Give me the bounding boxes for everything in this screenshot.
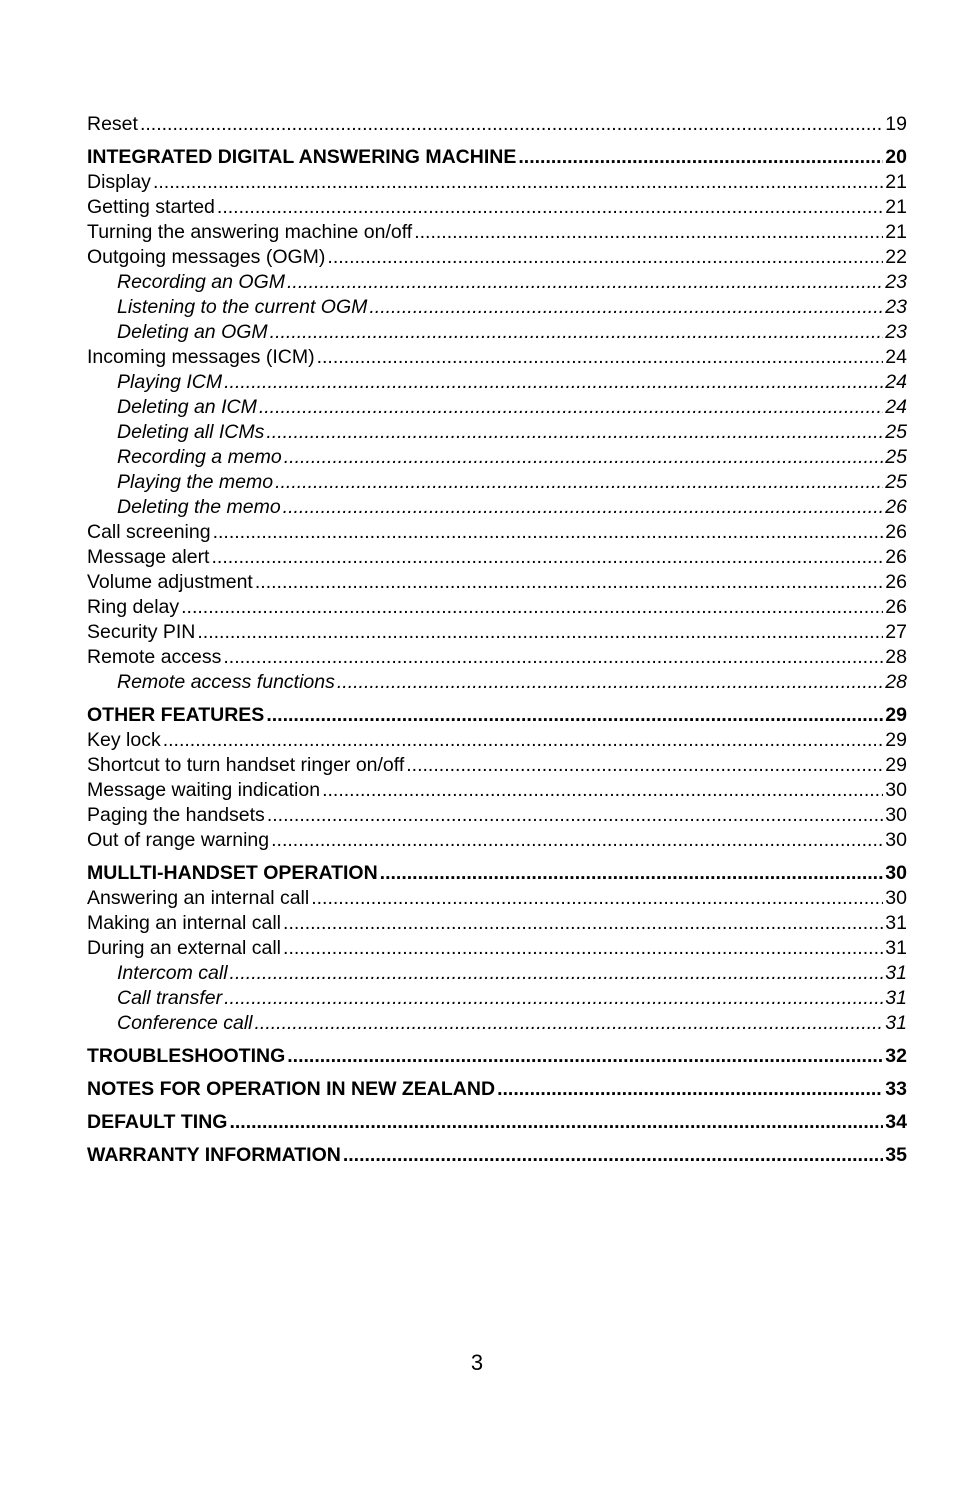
dot-leader — [283, 495, 884, 520]
toc-entry-page: 28 — [885, 646, 907, 668]
toc-entry — [87, 911, 907, 936]
toc-entry-title: Answering an internal call — [87, 887, 310, 909]
dot-leader — [163, 728, 884, 753]
toc-entry — [87, 645, 907, 670]
toc-entry — [87, 753, 907, 778]
toc-entry-page: 23 — [885, 296, 907, 318]
toc-entry — [87, 195, 907, 220]
toc-entry-page: 30 — [885, 862, 907, 884]
toc-entry-page: 34 — [885, 1111, 907, 1133]
toc-entry-page: 25 — [885, 471, 907, 493]
dot-leader — [287, 270, 883, 295]
toc-entry-page: 27 — [885, 621, 907, 643]
toc-entry-title: Making an internal call — [87, 912, 282, 934]
toc-entry-title: Remote access — [87, 646, 222, 668]
dot-leader — [153, 170, 883, 195]
toc-entry — [87, 620, 907, 645]
toc-entry — [87, 570, 907, 595]
toc-entry-title: Remote access functions — [117, 671, 335, 693]
toc-entry-title: Playing the memo — [117, 471, 274, 493]
toc-subentry — [87, 470, 907, 495]
dot-leader — [140, 112, 883, 137]
dot-leader — [518, 145, 883, 170]
toc-entry-page: 32 — [885, 1045, 907, 1067]
toc-entry-page: 20 — [885, 146, 907, 168]
dot-leader — [283, 936, 883, 961]
toc-entry-title: Key lock — [87, 729, 161, 751]
toc-entry-title: OTHER FEATURES — [87, 704, 265, 726]
dot-leader — [283, 911, 883, 936]
toc-subentry — [87, 420, 907, 445]
toc-subentry — [87, 395, 907, 420]
toc-entry-title: Turning the answering machine on/off — [87, 221, 413, 243]
toc-entry — [87, 112, 907, 137]
toc-subentry — [87, 295, 907, 320]
toc-entry-page: 31 — [885, 912, 907, 934]
toc-entry-page: 24 — [885, 371, 907, 393]
toc-entry-title: Outgoing messages (OGM) — [87, 246, 326, 268]
toc-entry-page: 24 — [885, 396, 907, 418]
toc-entry — [87, 245, 907, 270]
toc-entry-title: Reset — [87, 113, 138, 135]
toc-entry-page: 21 — [885, 171, 907, 193]
dot-leader — [224, 370, 883, 395]
toc-entry-page: 22 — [885, 246, 907, 268]
toc-section-heading — [87, 145, 907, 170]
dot-leader — [229, 1110, 883, 1135]
toc-entry — [87, 778, 907, 803]
toc-entry-page: 35 — [885, 1144, 907, 1166]
toc-entry — [87, 520, 907, 545]
toc-entry-title: Call transfer — [117, 987, 223, 1009]
dot-leader — [259, 395, 883, 420]
toc-entry-title: TROUBLESHOOTING — [87, 1045, 286, 1067]
toc-entry-title: Call screening — [87, 521, 211, 543]
toc-entry-title: Deleting an OGM — [117, 321, 268, 343]
toc-section-heading — [87, 1044, 907, 1069]
toc-entry-title: Ring delay — [87, 596, 180, 618]
toc-entry-title: Deleting an ICM — [117, 396, 257, 418]
toc-entry-page: 31 — [885, 962, 907, 984]
toc-entry-title: Shortcut to turn handset ringer on/off — [87, 754, 405, 776]
toc-entry-page: 23 — [885, 271, 907, 293]
table-of-contents — [87, 112, 907, 1168]
toc-entry-title: Message alert — [87, 546, 210, 568]
dot-leader — [322, 778, 883, 803]
toc-subentry — [87, 445, 907, 470]
dot-leader — [414, 220, 883, 245]
toc-entry-title: DEFAULT TING — [87, 1111, 228, 1133]
toc-entry-page: 28 — [885, 671, 907, 693]
dot-leader — [284, 445, 884, 470]
toc-entry-title: Deleting the memo — [117, 496, 281, 518]
dot-leader — [369, 295, 883, 320]
toc-entry-title: Getting started — [87, 196, 215, 218]
dot-leader — [380, 861, 884, 886]
toc-entry-page: 25 — [885, 446, 907, 468]
toc-entry-title: Listening to the current OGM — [117, 296, 368, 318]
toc-subentry — [87, 370, 907, 395]
toc-entry-page: 26 — [885, 496, 907, 518]
toc-entry-page: 31 — [885, 987, 907, 1009]
toc-section-heading — [87, 1077, 907, 1102]
dot-leader — [317, 345, 884, 370]
toc-entry-page: 21 — [885, 221, 907, 243]
toc-entry-title: Conference call — [117, 1012, 253, 1034]
toc-entry — [87, 936, 907, 961]
toc-section-heading — [87, 703, 907, 728]
toc-entry-title: During an external call — [87, 937, 282, 959]
toc-subentry — [87, 270, 907, 295]
toc-entry-title: Display — [87, 171, 151, 193]
toc-entry-page: 26 — [885, 596, 907, 618]
toc-entry — [87, 545, 907, 570]
toc-entry-page: 26 — [885, 521, 907, 543]
page-number: 3 — [470, 1350, 484, 1375]
toc-entry — [87, 595, 907, 620]
toc-entry-page: 23 — [885, 321, 907, 343]
toc-entry-title: NOTES FOR OPERATION IN NEW ZEALAND — [87, 1078, 496, 1100]
toc-entry — [87, 728, 907, 753]
dot-leader — [266, 420, 883, 445]
toc-entry-page: 31 — [885, 937, 907, 959]
dot-leader — [197, 620, 883, 645]
toc-subentry — [87, 986, 907, 1011]
toc-entry-page: 26 — [885, 546, 907, 568]
toc-entry — [87, 886, 907, 911]
dot-leader — [223, 645, 883, 670]
dot-leader — [211, 545, 883, 570]
toc-entry-title: Security PIN — [87, 621, 196, 643]
toc-entry-title: Deleting all ICMs — [117, 421, 265, 443]
toc-entry-title: Intercom call — [117, 962, 228, 984]
toc-entry — [87, 828, 907, 853]
toc-entry-title: Paging the handsets — [87, 804, 265, 826]
toc-subentry — [87, 1011, 907, 1036]
toc-entry-page: 30 — [885, 829, 907, 851]
toc-subentry — [87, 320, 907, 345]
toc-entry — [87, 170, 907, 195]
toc-entry-page: 30 — [885, 804, 907, 826]
dot-leader — [255, 1011, 884, 1036]
toc-subentry — [87, 961, 907, 986]
dot-leader — [275, 470, 883, 495]
toc-entry-page: 30 — [885, 887, 907, 909]
toc-entry-title: WARRANTY INFORMATION — [87, 1144, 341, 1166]
toc-section-heading — [87, 1143, 907, 1168]
toc-entry-page: 24 — [885, 346, 907, 368]
dot-leader — [270, 320, 884, 345]
dot-leader — [311, 886, 883, 911]
dot-leader — [255, 570, 883, 595]
toc-entry-page: 30 — [885, 779, 907, 801]
toc-subentry — [87, 495, 907, 520]
toc-entry-page: 25 — [885, 421, 907, 443]
dot-leader — [213, 520, 884, 545]
dot-leader — [266, 703, 883, 728]
dot-leader — [230, 961, 884, 986]
toc-entry-title: Recording a memo — [117, 446, 282, 468]
dot-leader — [224, 986, 883, 1011]
toc-entry-page: 29 — [885, 704, 907, 726]
toc-entry — [87, 803, 907, 828]
dot-leader — [217, 195, 883, 220]
toc-entry-title: Playing ICM — [117, 371, 223, 393]
toc-entry-page: 31 — [885, 1012, 907, 1034]
toc-subentry — [87, 670, 907, 695]
toc-entry-title: INTEGRATED DIGITAL ANSWERING MACHINE — [87, 146, 517, 168]
dot-leader — [181, 595, 883, 620]
toc-entry-title: Recording an OGM — [117, 271, 285, 293]
dot-leader — [271, 828, 883, 853]
toc-entry-page: 29 — [885, 729, 907, 751]
toc-entry — [87, 345, 907, 370]
dot-leader — [406, 753, 883, 778]
toc-entry-title: MULLTI-HANDSET OPERATION — [87, 862, 378, 884]
dot-leader — [497, 1077, 883, 1102]
dot-leader — [337, 670, 883, 695]
toc-entry-title: Message waiting indication — [87, 779, 321, 801]
toc-entry-page: 33 — [885, 1078, 907, 1100]
toc-section-heading — [87, 861, 907, 886]
toc-entry — [87, 220, 907, 245]
toc-entry-title: Volume adjustment — [87, 571, 253, 593]
toc-entry-page: 19 — [885, 113, 907, 135]
toc-entry-page: 29 — [885, 754, 907, 776]
dot-leader — [327, 245, 883, 270]
toc-entry-page: 21 — [885, 196, 907, 218]
dot-leader — [287, 1044, 883, 1069]
dot-leader — [267, 803, 883, 828]
toc-entry-title: Incoming messages (ICM) — [87, 346, 315, 368]
toc-entry-page: 26 — [885, 571, 907, 593]
dot-leader — [343, 1143, 883, 1168]
toc-section-heading — [87, 1110, 907, 1135]
toc-entry-title: Out of range warning — [87, 829, 270, 851]
